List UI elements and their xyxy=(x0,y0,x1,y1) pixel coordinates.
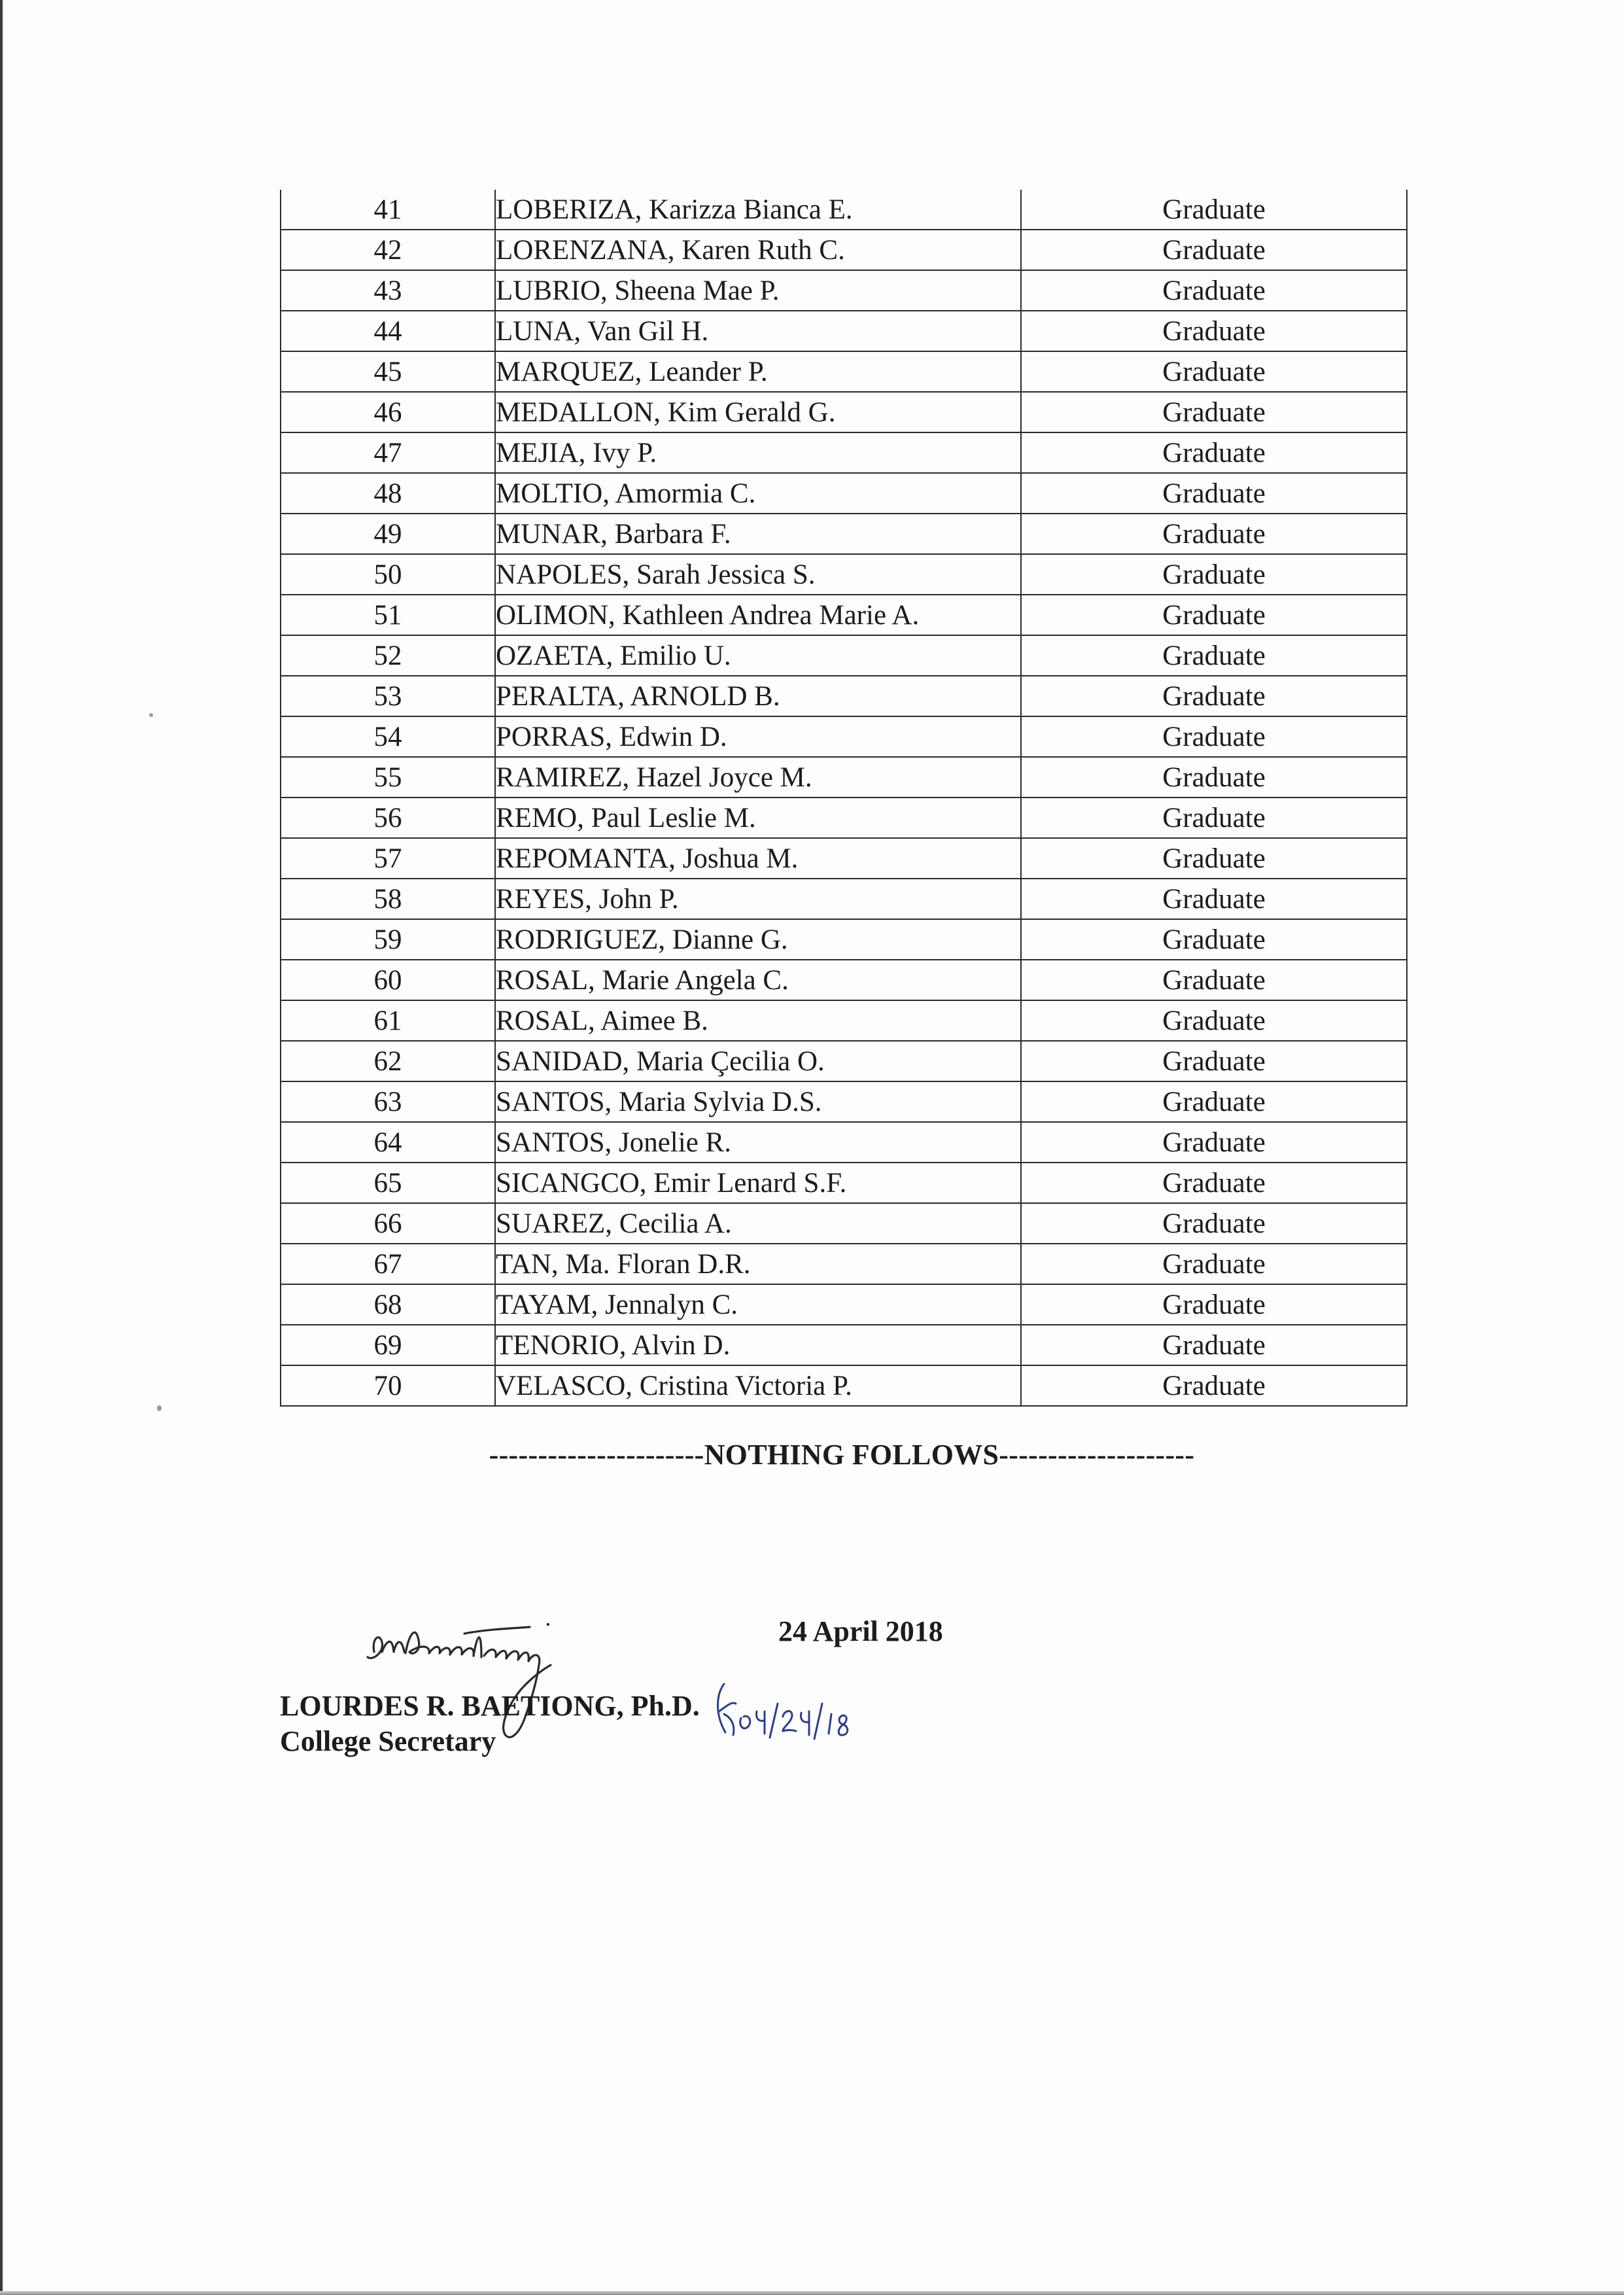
row-number: 44 xyxy=(281,311,495,351)
table-row xyxy=(281,1122,1407,1163)
student-status: Graduate xyxy=(1021,1081,1407,1122)
student-status: Graduate xyxy=(1021,635,1407,676)
row-number: 68 xyxy=(281,1284,495,1325)
table-row xyxy=(281,514,1407,554)
student-name: NAPOLES, Sarah Jessica S. xyxy=(495,554,1021,595)
table-row xyxy=(281,797,1407,838)
table-row xyxy=(281,270,1407,311)
student-status: Graduate xyxy=(1021,270,1407,311)
table-row xyxy=(281,1325,1407,1365)
student-name: TAN, Ma. Floran D.R. xyxy=(495,1244,1021,1284)
table-row xyxy=(281,635,1407,676)
student-name: REPOMANTA, Joshua M. xyxy=(495,838,1021,879)
student-name: LUBRIO, Sheena Mae P. xyxy=(495,270,1021,311)
table-row xyxy=(281,676,1407,716)
student-name: MOLTIO, Amormia C. xyxy=(495,473,1021,514)
student-name: MARQUEZ, Leander P. xyxy=(495,351,1021,392)
student-name: PORRAS, Edwin D. xyxy=(495,716,1021,757)
table-row xyxy=(281,190,1407,230)
student-name: RAMIREZ, Hazel Joyce M. xyxy=(495,757,1021,797)
student-name: MEDALLON, Kim Gerald G. xyxy=(495,392,1021,432)
table-row xyxy=(281,432,1407,473)
table-row xyxy=(281,1000,1407,1041)
row-number: 70 xyxy=(281,1365,495,1406)
student-status: Graduate xyxy=(1021,1365,1407,1406)
scan-speck xyxy=(149,713,153,717)
table-row xyxy=(281,960,1407,1000)
row-number: 41 xyxy=(281,190,495,230)
table-row xyxy=(281,1244,1407,1284)
row-number: 50 xyxy=(281,554,495,595)
student-status: Graduate xyxy=(1021,392,1407,432)
row-number: 67 xyxy=(281,1244,495,1284)
student-status: Graduate xyxy=(1021,1122,1407,1163)
student-status: Graduate xyxy=(1021,1284,1407,1325)
student-status: Graduate xyxy=(1021,351,1407,392)
student-name: RODRIGUEZ, Dianne G. xyxy=(495,919,1021,960)
row-number: 61 xyxy=(281,1000,495,1041)
student-status: Graduate xyxy=(1021,595,1407,635)
row-number: 46 xyxy=(281,392,495,432)
row-number: 63 xyxy=(281,1081,495,1122)
student-name: PERALTA, ARNOLD B. xyxy=(495,676,1021,716)
student-name: SUAREZ, Cecilia A. xyxy=(495,1203,1021,1244)
graduates-table-body xyxy=(281,190,1407,1406)
table-row xyxy=(281,392,1407,432)
student-status: Graduate xyxy=(1021,797,1407,838)
student-status: Graduate xyxy=(1021,879,1407,919)
table-row xyxy=(281,1284,1407,1325)
row-number: 47 xyxy=(281,432,495,473)
row-number: 51 xyxy=(281,595,495,635)
student-status: Graduate xyxy=(1021,757,1407,797)
row-number: 54 xyxy=(281,716,495,757)
row-number: 48 xyxy=(281,473,495,514)
student-status: Graduate xyxy=(1021,919,1407,960)
student-name: OLIMON, Kathleen Andrea Marie A. xyxy=(495,595,1021,635)
student-name: SANIDAD, Maria Çecilia O. xyxy=(495,1041,1021,1081)
student-name: ROSAL, Marie Angela C. xyxy=(495,960,1021,1000)
row-number: 60 xyxy=(281,960,495,1000)
student-status: Graduate xyxy=(1021,514,1407,554)
handwritten-initials-date xyxy=(710,1675,906,1747)
signatory-title: College Secretary xyxy=(280,1725,496,1757)
student-name: SANTOS, Jonelie R. xyxy=(495,1122,1021,1163)
table-row xyxy=(281,311,1407,351)
table-row xyxy=(281,1163,1407,1203)
row-number: 45 xyxy=(281,351,495,392)
table-row xyxy=(281,473,1407,514)
row-number: 62 xyxy=(281,1041,495,1081)
student-status: Graduate xyxy=(1021,1163,1407,1203)
student-status: Graduate xyxy=(1021,432,1407,473)
table-row xyxy=(281,351,1407,392)
table-row xyxy=(281,919,1407,960)
student-status: Graduate xyxy=(1021,473,1407,514)
student-name: MUNAR, Barbara F. xyxy=(495,514,1021,554)
student-status: Graduate xyxy=(1021,190,1407,230)
student-name: REMO, Paul Leslie M. xyxy=(495,797,1021,838)
student-name: ROSAL, Aimee B. xyxy=(495,1000,1021,1041)
student-status: Graduate xyxy=(1021,1244,1407,1284)
row-number: 49 xyxy=(281,514,495,554)
table-row xyxy=(281,838,1407,879)
student-name: TAYAM, Jennalyn C. xyxy=(495,1284,1021,1325)
student-status: Graduate xyxy=(1021,838,1407,879)
student-status: Graduate xyxy=(1021,311,1407,351)
row-number: 65 xyxy=(281,1163,495,1203)
scan-speck xyxy=(157,1405,162,1411)
student-status: Graduate xyxy=(1021,960,1407,1000)
row-number: 66 xyxy=(281,1203,495,1244)
graduates-table xyxy=(280,190,1408,1407)
student-status: Graduate xyxy=(1021,1000,1407,1041)
signatory-name: LOURDES R. BAETIONG, Ph.D. xyxy=(280,1690,700,1722)
student-status: Graduate xyxy=(1021,230,1407,270)
student-name: LOBERIZA, Karizza Bianca E. xyxy=(495,190,1021,230)
student-name: LORENZANA, Karen Ruth C. xyxy=(495,230,1021,270)
row-number: 52 xyxy=(281,635,495,676)
table-row xyxy=(281,1041,1407,1081)
document-date: 24 April 2018 xyxy=(778,1615,943,1647)
scan-left-edge xyxy=(0,0,3,2295)
table-row xyxy=(281,595,1407,635)
student-name: VELASCO, Cristina Victoria P. xyxy=(495,1365,1021,1406)
row-number: 57 xyxy=(281,838,495,879)
student-name: TENORIO, Alvin D. xyxy=(495,1325,1021,1365)
nothing-follows-line: ----------------------NOTHING FOLLOWS-------------------- xyxy=(489,1439,1195,1471)
row-number: 43 xyxy=(281,270,495,311)
table-row xyxy=(281,1081,1407,1122)
row-number: 58 xyxy=(281,879,495,919)
student-name: REYES, John P. xyxy=(495,879,1021,919)
student-name: MEJIA, Ivy P. xyxy=(495,432,1021,473)
table-row xyxy=(281,879,1407,919)
table-row xyxy=(281,554,1407,595)
student-status: Graduate xyxy=(1021,554,1407,595)
student-status: Graduate xyxy=(1021,1203,1407,1244)
student-status: Graduate xyxy=(1021,676,1407,716)
table-row xyxy=(281,716,1407,757)
student-status: Graduate xyxy=(1021,716,1407,757)
student-name: SANTOS, Maria Sylvia D.S. xyxy=(495,1081,1021,1122)
table-row xyxy=(281,757,1407,797)
student-status: Graduate xyxy=(1021,1041,1407,1081)
row-number: 59 xyxy=(281,919,495,960)
table-row xyxy=(281,1203,1407,1244)
student-name: LUNA, Van Gil H. xyxy=(495,311,1021,351)
row-number: 55 xyxy=(281,757,495,797)
row-number: 42 xyxy=(281,230,495,270)
table-row xyxy=(281,230,1407,270)
table-row xyxy=(281,1365,1407,1406)
row-number: 69 xyxy=(281,1325,495,1365)
scan-bottom-edge xyxy=(0,2291,1624,2295)
student-name: SICANGCO, Emir Lenard S.F. xyxy=(495,1163,1021,1203)
student-status: Graduate xyxy=(1021,1325,1407,1365)
student-name: OZAETA, Emilio U. xyxy=(495,635,1021,676)
row-number: 56 xyxy=(281,797,495,838)
row-number: 64 xyxy=(281,1122,495,1163)
row-number: 53 xyxy=(281,676,495,716)
